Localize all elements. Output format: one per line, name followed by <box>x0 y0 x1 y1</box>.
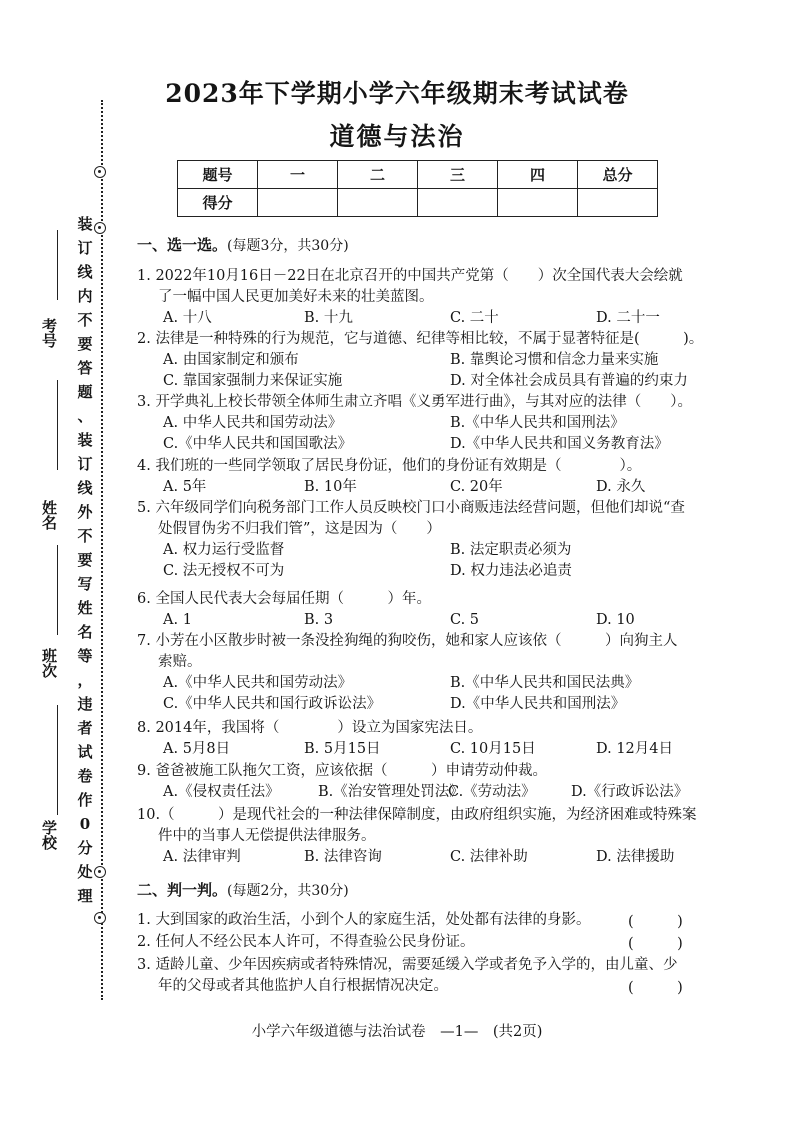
section-1-note: (每题3分，共30分) <box>227 238 349 254</box>
question-text: 8. 2014年，我国将（ ）设立为国家宪法日。 <box>137 720 483 736</box>
binding-notice-char: 外 <box>77 503 93 521</box>
answer-option[interactable]: C.《中华人民共和国行政诉讼法》 <box>163 696 382 712</box>
binding-notice-char: 卷 <box>77 767 93 785</box>
answer-option[interactable]: B.《治安管理处罚法》 <box>318 784 464 800</box>
answer-option[interactable]: A. 法律审判 <box>163 849 241 865</box>
score-cell[interactable] <box>498 189 578 217</box>
binding-notice-char: 违 <box>77 695 93 713</box>
question-text: 件中的当事人无偿提供法律服务。 <box>158 828 376 844</box>
answer-option[interactable]: B.《中华人民共和国民法典》 <box>450 675 640 691</box>
score-cell: 得分 <box>178 189 258 217</box>
answer-option[interactable]: B. 3 <box>304 612 334 628</box>
answer-option[interactable]: B. 5月15日 <box>304 741 381 757</box>
question-text: 7. 小芳在小区散步时被一条没拴狗绳的狗咬伤，她和家人应该依（ ）向狗主人 <box>137 633 678 649</box>
judgement-text: 2. 任何人不经公民本人许可，不得查验公民身份证。 <box>137 934 475 950</box>
binding-hole-icon <box>94 912 106 924</box>
binding-dotted-line <box>101 100 103 1000</box>
question-text: 4. 我们班的一些同学领取了居民身份证，他们的身份证有效期是（ ）。 <box>137 458 642 474</box>
score-cell[interactable] <box>258 189 338 217</box>
answer-parenthesis[interactable]: ( ) <box>628 914 683 930</box>
answer-option[interactable]: A. 权力运行受监督 <box>163 542 285 558</box>
binding-notice <box>74 212 96 908</box>
question-text: 索赔。 <box>158 654 202 670</box>
score-cell: 总分 <box>578 161 658 189</box>
score-cell: 二 <box>338 161 418 189</box>
score-cell[interactable] <box>418 189 498 217</box>
answer-option[interactable]: D. 对全体社会成员具有普遍的约束力 <box>450 373 688 389</box>
answer-option[interactable]: C. 靠国家强制力来保证实施 <box>163 373 343 389</box>
judgement-text: 3. 适龄儿童、少年因疾病或者特殊情况，需要延缓入学或者免予入学的，由儿童、少 <box>137 957 678 973</box>
answer-option[interactable]: C.《中华人民共和国国歌法》 <box>163 436 353 452</box>
question-text: 2. 法律是一种特殊的行为规范，它与道德、纪律等相比较，不属于显著特征是( )。 <box>137 331 704 347</box>
answer-parenthesis[interactable]: ( ) <box>628 980 683 996</box>
question-text: 1. 2022年10月16日－22日在北京召开的中国共产党第（ ）次全国代表大会绘就 <box>137 268 683 284</box>
binding-notice-char: 分 <box>77 839 93 857</box>
section-1-heading <box>137 234 349 255</box>
answer-option[interactable]: B. 10年 <box>304 479 357 495</box>
answer-option[interactable]: A.《侵权责任法》 <box>163 784 280 800</box>
page-footer: 小学六年级道德与法治试卷 —1— (共2页) <box>251 1024 543 1040</box>
score-cell: 一 <box>258 161 338 189</box>
field-label-class: 班次 <box>40 648 58 678</box>
section-2-heading <box>137 879 349 900</box>
answer-option[interactable]: C. 二十 <box>450 310 499 326</box>
binding-notice-char: 线 <box>77 479 93 497</box>
score-cell: 四 <box>498 161 578 189</box>
score-cell[interactable] <box>578 189 658 217</box>
field-line-class <box>57 545 58 635</box>
score-cell[interactable] <box>338 189 418 217</box>
binding-notice-char: 订 <box>77 455 93 473</box>
answer-option[interactable]: A.《中华人民共和国劳动法》 <box>163 675 353 691</box>
section-1-title: 一、选一选。 <box>137 236 228 254</box>
answer-option[interactable]: B. 十九 <box>304 310 353 326</box>
question-text: 9. 爸爸被施工队拖欠工资，应该依据（ ）申请劳动仲裁。 <box>137 763 547 779</box>
answer-option[interactable]: A. 1 <box>163 612 192 628</box>
answer-option[interactable]: D. 法律援助 <box>596 849 675 865</box>
answer-option[interactable]: D.《中华人民共和国刑法》 <box>450 696 626 712</box>
answer-option[interactable]: A. 十八 <box>163 310 212 326</box>
answer-option[interactable]: C. 20年 <box>450 479 503 495</box>
answer-option[interactable]: D. 永久 <box>596 479 646 495</box>
binding-notice-char: 题 <box>77 383 93 401</box>
judgement-text: 1. 大到国家的政治生活，小到个人的家庭生活，处处都有法律的身影。 <box>137 912 591 928</box>
binding-notice-char: 者 <box>77 719 93 737</box>
answer-option[interactable]: D.《中华人民共和国义务教育法》 <box>450 436 669 452</box>
binding-notice-char: ， <box>77 671 93 689</box>
question-text: 5. 六年级同学们向税务部门工作人员反映校门口小商贩违法经营问题，但他们却说“查 <box>137 500 685 516</box>
binding-notice-char: 试 <box>77 743 93 761</box>
question-text: 3. 开学典礼上校长带领全体师生肃立齐唱《义勇军进行曲》，与其对应的法律（ ）。 <box>137 394 692 410</box>
binding-notice-char: 0 <box>79 815 91 833</box>
answer-option[interactable]: D. 12月4日 <box>596 741 674 757</box>
field-label-name: 姓名 <box>40 500 58 530</box>
exam-subject: 道德与法治 <box>329 122 465 151</box>
answer-parenthesis[interactable]: ( ) <box>628 936 683 952</box>
binding-notice-char: 理 <box>77 887 93 905</box>
answer-option[interactable]: C. 法无授权不可为 <box>163 563 285 579</box>
answer-option[interactable]: A. 5年 <box>163 479 207 495</box>
binding-notice-char: 姓 <box>77 599 93 617</box>
field-line-exam-number <box>57 230 58 300</box>
binding-notice-char: 、 <box>77 407 93 425</box>
answer-option[interactable]: C. 法律补助 <box>450 849 528 865</box>
answer-option[interactable]: D. 10 <box>596 612 635 628</box>
binding-notice-char: 名 <box>77 623 93 641</box>
section-2-note: (每题2分，共30分) <box>227 883 349 899</box>
binding-notice-char: 等 <box>77 647 93 665</box>
binding-notice-char: 答 <box>77 359 93 377</box>
answer-option[interactable]: A. 中华人民共和国劳动法》 <box>163 415 343 431</box>
field-label-exam-number: 考号 <box>40 318 58 348</box>
binding-notice-char: 线 <box>77 263 93 281</box>
score-cell: 题号 <box>178 161 258 189</box>
answer-option[interactable]: C. 10月15日 <box>450 741 536 757</box>
question-text: 了一幅中国人民更加美好未来的壮美蓝图。 <box>158 289 434 305</box>
binding-notice-char: 要 <box>77 335 93 353</box>
binding-notice-char: 装 <box>77 431 93 449</box>
binding-notice-char: 处 <box>77 863 93 881</box>
binding-notice-char: 订 <box>77 239 93 257</box>
answer-option[interactable]: C. 5 <box>450 612 480 628</box>
binding-notice-char: 内 <box>77 287 93 305</box>
score-cell: 三 <box>418 161 498 189</box>
score-table <box>177 160 658 217</box>
answer-option[interactable]: B. 法律咨询 <box>304 849 382 865</box>
question-text: 10.（ ）是现代社会的一种法律保障制度，由政府组织实施，为经济困难或特殊案 <box>137 807 697 823</box>
section-2-title: 二、判一判。 <box>137 881 228 899</box>
answer-option[interactable]: D.《行政诉讼法》 <box>571 784 689 800</box>
binding-notice-char: 装 <box>77 215 93 233</box>
answer-option[interactable]: B.《中华人民共和国刑法》 <box>450 415 625 431</box>
question-text: 处假冒伪劣不归我们管”，这是因为（ ） <box>158 521 441 537</box>
field-line-name <box>57 380 58 470</box>
binding-notice-char: 不 <box>77 527 93 545</box>
answer-option[interactable]: B. 靠舆论习惯和信念力量来实施 <box>450 352 659 368</box>
exam-title: 2023年下学期小学六年级期末考试试卷 <box>165 79 629 108</box>
binding-notice-char: 作 <box>77 791 93 809</box>
answer-option[interactable]: A. 5月8日 <box>163 741 231 757</box>
field-label-school: 学校 <box>40 820 58 850</box>
answer-option[interactable]: C.《劳动法》 <box>448 784 536 800</box>
score-table-score-row <box>178 189 658 217</box>
binding-notice-char: 写 <box>77 575 93 593</box>
answer-option[interactable]: D. 二十一 <box>596 310 660 326</box>
field-line-school <box>57 705 58 815</box>
question-text: 6. 全国人民代表大会每届任期（ ）年。 <box>137 591 431 607</box>
binding-notice-char: 不 <box>77 311 93 329</box>
score-table-header-row <box>178 161 658 189</box>
judgement-text: 年的父母或者其他监护人自行根据情况决定。 <box>158 978 448 994</box>
answer-option[interactable]: D. 权力违法必追责 <box>450 563 572 579</box>
answer-option[interactable]: A. 由国家制定和颁布 <box>163 352 299 368</box>
answer-option[interactable]: B. 法定职责必须为 <box>450 542 572 558</box>
binding-hole-icon <box>94 166 106 178</box>
binding-notice-char: 要 <box>77 551 93 569</box>
